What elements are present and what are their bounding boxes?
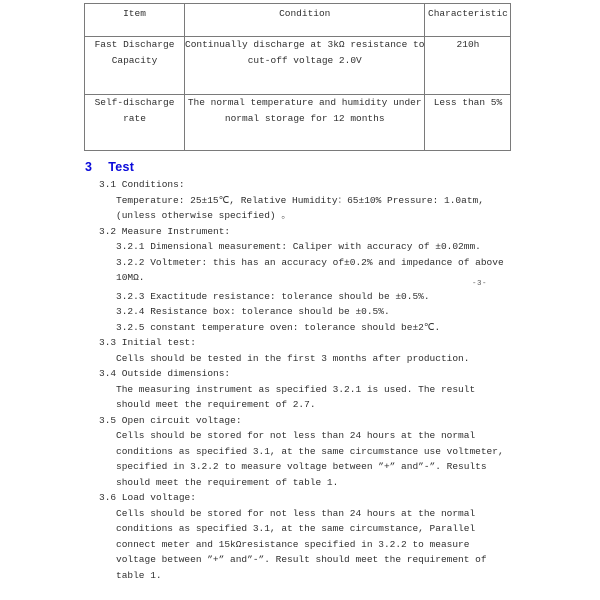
table-row [85,37,511,95]
text-line: 3.4 Outside dimensions: [99,368,231,379]
section-number: 3 [85,160,93,174]
table-header-row [85,4,511,37]
cell-characteristic [425,37,511,95]
cell-text: rate [123,112,146,124]
cell-item [85,37,185,95]
text-line: should meet the requirement of 2.7. [116,399,316,410]
text-line: connect meter and 15kΩresistance specified in 3.2.2 to measure [116,538,470,550]
text-line: specified in 3.2.2 to measure voltage between ”+” and”-”. Results [116,461,487,472]
cell-text: Continually discharge at 3kΩ resistance to [185,39,425,50]
col-header-characteristic: Characteristic [425,4,511,37]
text-line: Cells should be stored for not less than 24 hours at the normal [116,430,476,441]
cell-text: cut-off voltage 2.0V [247,54,362,66]
text-line: The measuring instrument as specified 3.2.1 is used. The result [116,383,476,395]
table-row [85,95,511,151]
cell-text: Self-discharge [94,97,175,108]
spec-table [84,3,511,151]
text-line: 3.2.4 Resistance box: tolerance should be ±0.5%. [116,306,390,317]
col-header-condition: Condition [185,4,425,37]
cell-condition [185,95,425,151]
cell-text: 210h [456,39,480,50]
text-line: (unless otherwise specified) 。 [116,210,291,221]
text-line: Cells should be tested in the first 3 months after production. [116,352,470,364]
page-number: -3- [472,280,488,288]
text-line: 3.5 Open circuit voltage: [99,414,242,426]
col-header-item: Item [85,4,185,37]
cell-text: Less than 5% [433,97,503,108]
cell-condition [185,37,425,95]
text-line: conditions as specified 3.1, at the same circumstance use voltmeter, [116,445,504,457]
section-title: Test [108,160,135,174]
spec-table-container [84,3,511,151]
cell-text: Capacity [111,54,158,66]
text-line: 3.3 Initial test: [99,337,196,348]
text-line: should meet the requirement of table 1. [116,476,339,488]
text-line: 3.2.3 Exactitude resistance: tolerance should be ±0.5%. [116,290,430,302]
text-line: 3.2 Measure Instrument: [99,225,231,237]
text-line: 3.2.5 constant temperature oven: tolerance should be±2℃. [116,321,441,333]
text-line: 3.1 Conditions: [99,179,185,190]
text-line: table 1. [116,569,162,581]
text-line: conditions as specified 3.1, at the same circumstance, Parallel [116,523,476,534]
text-line: 3.2.2 Voltmeter: this has an accuracy of±0.2% and impedance of above [116,256,504,268]
text-line: Cells should be stored for not less than 24 hours at the normal [116,507,476,519]
text-line: 3.6 Load voltage: [99,492,196,503]
text-line: 10MΩ. [116,272,145,283]
cell-characteristic [425,95,511,151]
cell-item [85,95,185,151]
text-line: Temperature: 25±15℃, Relative Humidity：65±10% Pressure: 1.0atm, [116,194,484,206]
cell-text: normal storage for 12 months [224,112,385,124]
text-line: voltage between ”+” and”-”. Result should meet the requirement of [116,554,487,565]
section-body [0,177,600,583]
section-heading [85,160,134,175]
cell-text: The normal temperature and humidity under [187,97,422,108]
cell-text: Fast Discharge [94,39,175,50]
text-line: 3.2.1 Dimensional measurement: Caliper with accuracy of ±0.02mm. [116,241,481,252]
